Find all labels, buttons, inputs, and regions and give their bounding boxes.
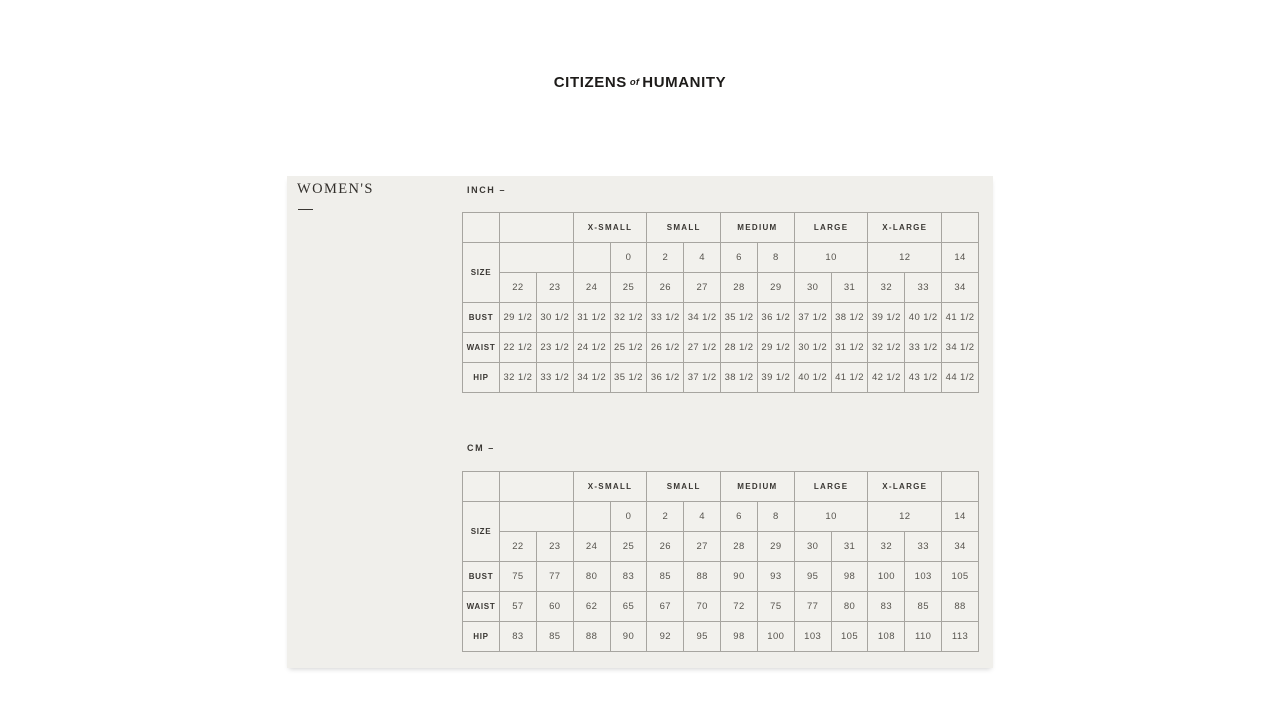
hip-value-cell: 42 1/2 <box>868 363 905 393</box>
waist-value-cell: 80 <box>831 592 868 622</box>
hip-value-cell: 110 <box>905 622 942 652</box>
numeric-size-cell: 8 <box>757 502 794 532</box>
numeric-size-blank-cell <box>500 243 574 273</box>
base-size-cell: 26 <box>647 273 684 303</box>
group-blank-cell <box>500 472 574 502</box>
size-group-small: SMALL <box>647 472 721 502</box>
size-row-label: SIZE <box>463 502 500 562</box>
numeric-size-cell: 0 <box>610 502 647 532</box>
group-blank-cell <box>500 213 574 243</box>
bust-row <box>463 562 979 592</box>
section-title: WOMEN'S <box>297 181 374 197</box>
waist-value-cell: 23 1/2 <box>536 333 573 363</box>
waist-row-label: WAIST <box>463 592 500 622</box>
bust-value-cell: 36 1/2 <box>757 303 794 333</box>
hip-row-label: HIP <box>463 363 500 393</box>
hip-value-cell: 85 <box>536 622 573 652</box>
numeric-size-cell: 12 <box>868 243 942 273</box>
numeric-size-cell: 14 <box>942 502 979 532</box>
size-group-medium: MEDIUM <box>721 213 795 243</box>
base-size-cell: 22 <box>500 273 537 303</box>
base-size-cell: 23 <box>536 532 573 562</box>
group-blank-cell <box>942 472 979 502</box>
numeric-size-cell: 10 <box>794 243 868 273</box>
base-size-cell: 34 <box>942 532 979 562</box>
waist-value-cell: 34 1/2 <box>942 333 979 363</box>
size-group-medium: MEDIUM <box>721 472 795 502</box>
hip-value-cell: 113 <box>942 622 979 652</box>
base-size-cell: 27 <box>684 273 721 303</box>
bust-row-label: BUST <box>463 562 500 592</box>
numeric-size-row <box>463 243 979 273</box>
hip-row <box>463 363 979 393</box>
waist-value-cell: 25 1/2 <box>610 333 647 363</box>
numeric-size-cell: 4 <box>684 502 721 532</box>
hip-value-cell: 40 1/2 <box>794 363 831 393</box>
waist-value-cell: 60 <box>536 592 573 622</box>
hip-value-cell: 35 1/2 <box>610 363 647 393</box>
hip-value-cell: 105 <box>831 622 868 652</box>
numeric-size-cell: 8 <box>757 243 794 273</box>
hip-value-cell: 38 1/2 <box>721 363 758 393</box>
waist-value-cell: 65 <box>610 592 647 622</box>
base-size-cell: 24 <box>573 273 610 303</box>
waist-value-cell: 27 1/2 <box>684 333 721 363</box>
numeric-size-cell: 6 <box>721 243 758 273</box>
base-size-cell: 33 <box>905 532 942 562</box>
numeric-size-cell: 6 <box>721 502 758 532</box>
hip-value-cell: 32 1/2 <box>500 363 537 393</box>
hip-value-cell: 90 <box>610 622 647 652</box>
bust-value-cell: 90 <box>721 562 758 592</box>
base-size-cell: 29 <box>757 532 794 562</box>
bust-value-cell: 37 1/2 <box>794 303 831 333</box>
bust-value-cell: 30 1/2 <box>536 303 573 333</box>
hip-value-cell: 83 <box>500 622 537 652</box>
waist-row-label: WAIST <box>463 333 500 363</box>
size-group-header-row <box>463 472 979 502</box>
numeric-size-cell: 10 <box>794 502 868 532</box>
hip-row-label: HIP <box>463 622 500 652</box>
base-size-row <box>463 532 979 562</box>
size-group-large: LARGE <box>794 213 868 243</box>
waist-value-cell: 28 1/2 <box>721 333 758 363</box>
hip-value-cell: 100 <box>757 622 794 652</box>
bust-value-cell: 100 <box>868 562 905 592</box>
waist-row <box>463 592 979 622</box>
inch-size-table <box>462 212 979 393</box>
waist-value-cell: 85 <box>905 592 942 622</box>
hip-value-cell: 92 <box>647 622 684 652</box>
hip-value-cell: 103 <box>794 622 831 652</box>
bust-value-cell: 35 1/2 <box>721 303 758 333</box>
hip-row <box>463 622 979 652</box>
numeric-size-cell: 12 <box>868 502 942 532</box>
base-size-cell: 34 <box>942 273 979 303</box>
base-size-cell: 23 <box>536 273 573 303</box>
bust-row-label: BUST <box>463 303 500 333</box>
numeric-size-cell: 0 <box>610 243 647 273</box>
bust-value-cell: 98 <box>831 562 868 592</box>
base-size-cell: 28 <box>721 532 758 562</box>
waist-value-cell: 29 1/2 <box>757 333 794 363</box>
hip-value-cell: 34 1/2 <box>573 363 610 393</box>
bust-value-cell: 85 <box>647 562 684 592</box>
hip-value-cell: 43 1/2 <box>905 363 942 393</box>
base-size-cell: 24 <box>573 532 610 562</box>
waist-value-cell: 75 <box>757 592 794 622</box>
bust-value-cell: 95 <box>794 562 831 592</box>
hip-value-cell: 37 1/2 <box>684 363 721 393</box>
base-size-cell: 25 <box>610 273 647 303</box>
waist-value-cell: 83 <box>868 592 905 622</box>
waist-row <box>463 333 979 363</box>
waist-value-cell: 30 1/2 <box>794 333 831 363</box>
base-size-cell: 32 <box>868 273 905 303</box>
waist-value-cell: 70 <box>684 592 721 622</box>
size-chart-panel <box>287 176 993 668</box>
brand-word-of: of <box>629 77 640 88</box>
size-group-header-row <box>463 213 979 243</box>
base-size-cell: 22 <box>500 532 537 562</box>
waist-value-cell: 24 1/2 <box>573 333 610 363</box>
waist-value-cell: 26 1/2 <box>647 333 684 363</box>
waist-value-cell: 67 <box>647 592 684 622</box>
bust-value-cell: 40 1/2 <box>905 303 942 333</box>
bust-value-cell: 41 1/2 <box>942 303 979 333</box>
bust-value-cell: 75 <box>500 562 537 592</box>
cm-size-table <box>462 471 979 652</box>
size-row-label: SIZE <box>463 243 500 303</box>
numeric-size-cell: 14 <box>942 243 979 273</box>
bust-value-cell: 34 1/2 <box>684 303 721 333</box>
bust-value-cell: 29 1/2 <box>500 303 537 333</box>
bust-value-cell: 105 <box>942 562 979 592</box>
numeric-size-cell: 2 <box>647 502 684 532</box>
size-group-x-small: X-SMALL <box>573 472 647 502</box>
waist-value-cell: 88 <box>942 592 979 622</box>
bust-value-cell: 83 <box>610 562 647 592</box>
size-group-large: LARGE <box>794 472 868 502</box>
hip-value-cell: 41 1/2 <box>831 363 868 393</box>
brand-word-citizens: CITIZENS <box>553 74 627 91</box>
base-size-cell: 25 <box>610 532 647 562</box>
numeric-size-cell: 2 <box>647 243 684 273</box>
base-size-cell: 31 <box>831 273 868 303</box>
corner-cell <box>463 213 500 243</box>
base-size-cell: 30 <box>794 532 831 562</box>
hip-value-cell: 36 1/2 <box>647 363 684 393</box>
hip-value-cell: 39 1/2 <box>757 363 794 393</box>
base-size-cell: 31 <box>831 532 868 562</box>
numeric-size-row <box>463 502 979 532</box>
bust-value-cell: 93 <box>757 562 794 592</box>
base-size-cell: 27 <box>684 532 721 562</box>
bust-value-cell: 39 1/2 <box>868 303 905 333</box>
inch-unit-label: INCH – <box>467 185 507 195</box>
waist-value-cell: 57 <box>500 592 537 622</box>
bust-value-cell: 80 <box>573 562 610 592</box>
cm-unit-label: CM – <box>467 443 495 453</box>
base-size-cell: 33 <box>905 273 942 303</box>
waist-value-cell: 32 1/2 <box>868 333 905 363</box>
size-group-x-large: X-LARGE <box>868 472 942 502</box>
bust-value-cell: 33 1/2 <box>647 303 684 333</box>
base-size-cell: 32 <box>868 532 905 562</box>
waist-value-cell: 22 1/2 <box>500 333 537 363</box>
waist-value-cell: 62 <box>573 592 610 622</box>
corner-cell <box>463 472 500 502</box>
base-size-cell: 30 <box>794 273 831 303</box>
waist-value-cell: 31 1/2 <box>831 333 868 363</box>
bust-value-cell: 77 <box>536 562 573 592</box>
size-group-x-large: X-LARGE <box>868 213 942 243</box>
hip-value-cell: 33 1/2 <box>536 363 573 393</box>
size-group-x-small: X-SMALL <box>573 213 647 243</box>
base-size-row <box>463 273 979 303</box>
hip-value-cell: 88 <box>573 622 610 652</box>
numeric-size-blank-cell <box>573 243 610 273</box>
bust-value-cell: 88 <box>684 562 721 592</box>
size-group-small: SMALL <box>647 213 721 243</box>
bust-value-cell: 103 <box>905 562 942 592</box>
base-size-cell: 28 <box>721 273 758 303</box>
brand-word-humanity: HUMANITY <box>642 74 727 91</box>
bust-value-cell: 32 1/2 <box>610 303 647 333</box>
base-size-cell: 26 <box>647 532 684 562</box>
hip-value-cell: 44 1/2 <box>942 363 979 393</box>
numeric-size-blank-cell <box>500 502 574 532</box>
hip-value-cell: 95 <box>684 622 721 652</box>
waist-value-cell: 77 <box>794 592 831 622</box>
waist-value-cell: 72 <box>721 592 758 622</box>
section-title-underline <box>298 209 313 210</box>
bust-value-cell: 38 1/2 <box>831 303 868 333</box>
group-blank-cell <box>942 213 979 243</box>
base-size-cell: 29 <box>757 273 794 303</box>
numeric-size-blank-cell <box>573 502 610 532</box>
numeric-size-cell: 4 <box>684 243 721 273</box>
bust-row <box>463 303 979 333</box>
waist-value-cell: 33 1/2 <box>905 333 942 363</box>
hip-value-cell: 98 <box>721 622 758 652</box>
brand-logo <box>0 74 1280 91</box>
hip-value-cell: 108 <box>868 622 905 652</box>
bust-value-cell: 31 1/2 <box>573 303 610 333</box>
